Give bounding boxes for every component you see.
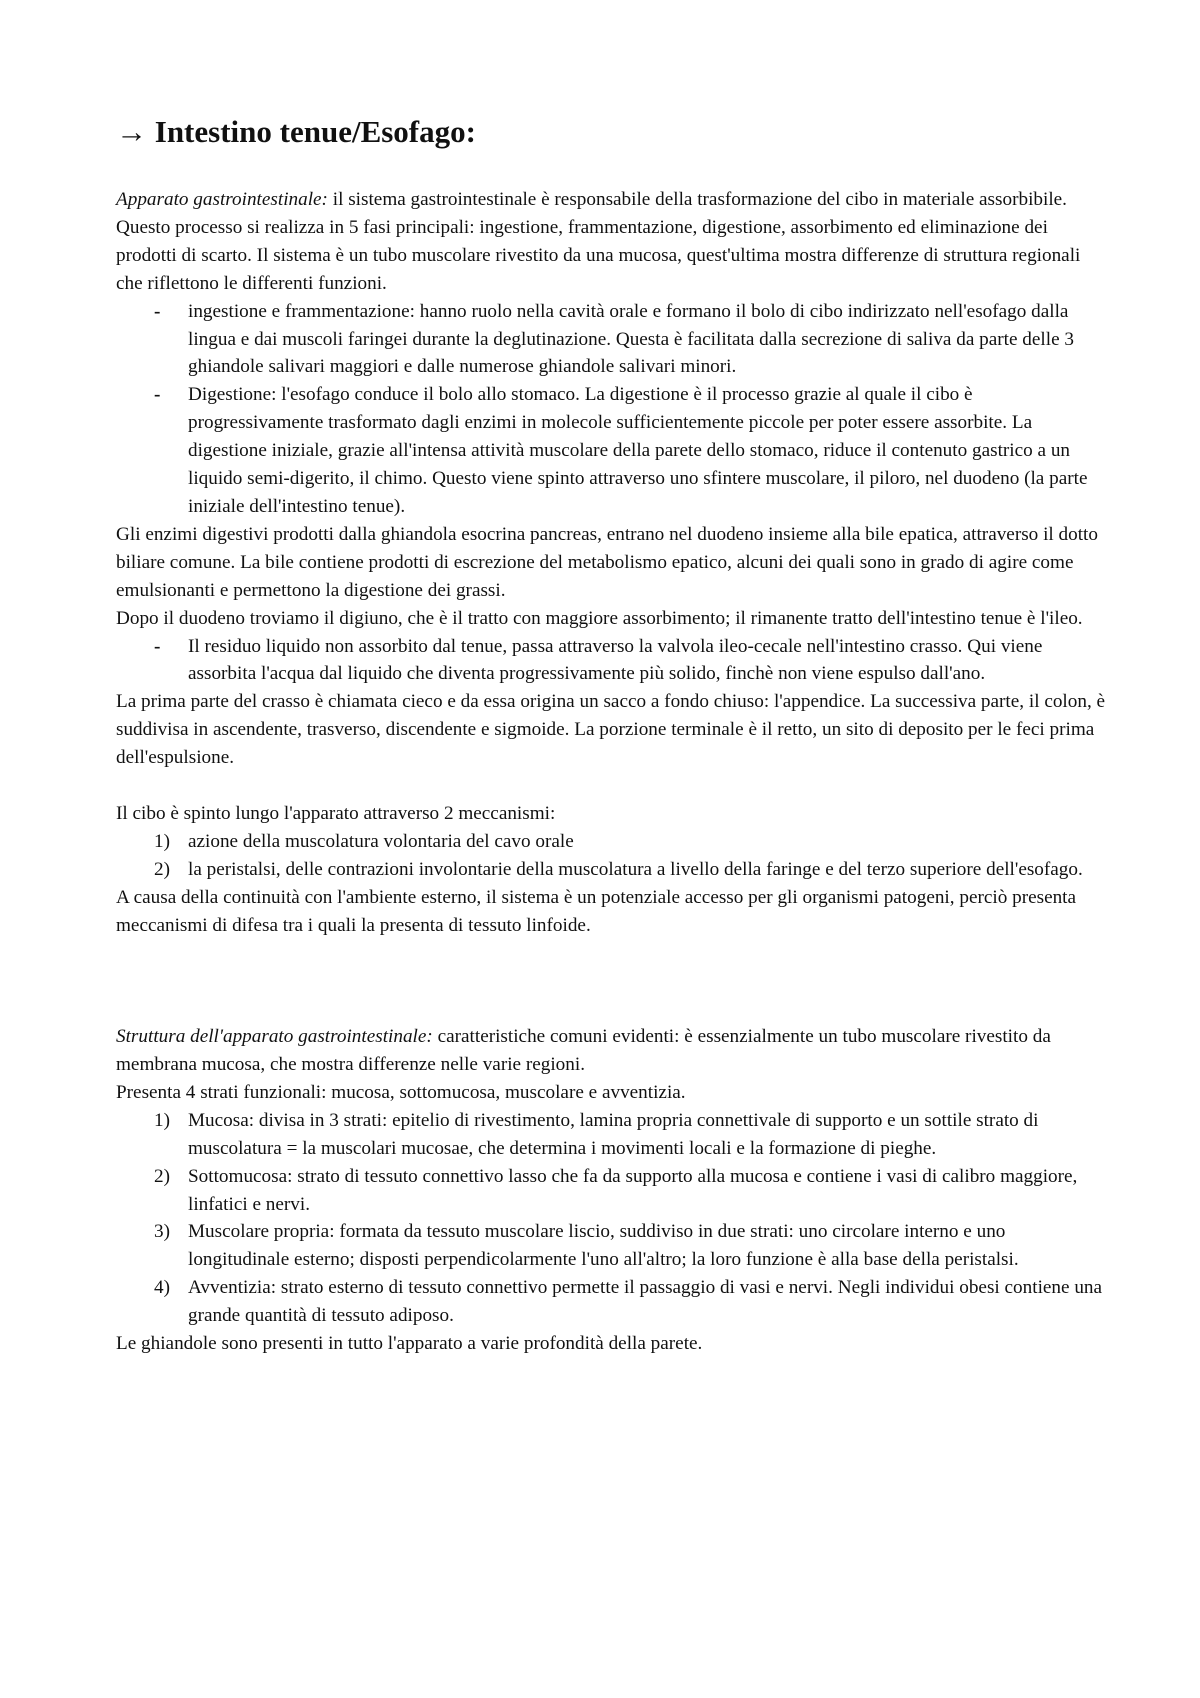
list-item bbox=[116, 381, 1106, 521]
list-item-text: Avventizia: strato esterno di tessuto connettivo permette il passaggio di vasi e nervi. Negli individui obesi contiene una grande quantità di tessuto adiposo. bbox=[188, 1277, 1103, 1327]
phases-list bbox=[116, 298, 1106, 521]
list-item-text: Muscolare propria: formata da tessuto muscolare liscio, suddiviso in due strati: uno circolare interno e uno longitudinale esterno; disposti perpendicolarmente l'uno all'altro; la loro funzione è alla base della peristalsi. bbox=[188, 1221, 1019, 1271]
paragraph-crasso: La prima parte del crasso è chiamata cieco e da essa origina un sacco a fondo chiuso: l'appendice. La successiva parte, il colon, è suddivisa in ascendente, trasverso, discendente e sigmoide. La porzione terminale è il retto, un sito di deposito per le feci prima dell'espulsione. bbox=[116, 691, 1106, 769]
paragraph-duodeno: Dopo il duodeno troviamo il digiuno, che è il tratto con maggiore assorbimento; il rimanente tratto dell'intestino tenue è l'ileo. bbox=[116, 607, 1083, 629]
intro-paragraph bbox=[116, 186, 1106, 298]
lead-term-apparato: Apparato gastrointestinale: bbox=[116, 189, 328, 210]
dash-marker: - bbox=[154, 384, 161, 406]
list-number: 1) bbox=[154, 830, 170, 852]
page-title: → Intestino tenue/Esofago: bbox=[116, 114, 476, 149]
list-item-text: Mucosa: divisa in 3 strati: epitelio di rivestimento, lamina propria connettivale di supporto e un sottile strato di muscolatura = la muscolari mucosae, che determina i movimenti locali e la formazione di pieghe. bbox=[188, 1109, 1039, 1159]
struttura-paragraph bbox=[116, 1023, 1106, 1079]
lead-term-struttura: Struttura dell'apparato gastrointestinale: bbox=[116, 1026, 433, 1048]
list-item-text: ingestione e frammentazione: hanno ruolo nella cavità orale e formano il bolo di cibo indirizzato nell'esofago dalla lingua e dai muscoli faringei durante la deglutinazione. Questa è facilitata dalla secrezione di saliva da parte delle 3 ghiandole salivari maggiori e dalle numerose ghiandole salivari minori. bbox=[188, 300, 1074, 378]
spacer bbox=[116, 772, 1106, 800]
list-number: 3) bbox=[154, 1221, 170, 1243]
paragraph-ghiandole: Le ghiandole sono presenti in tutto l'apparato a varie profondità della parete. bbox=[116, 1333, 703, 1355]
list-item-text: Il residuo liquido non assorbito dal tenue, passa attraverso la valvola ileo-cecale nell'intestino crasso. Qui viene assorbita l'acqua dal liquido che diventa progressivamente più solido, finchè non viene espulso dall'ano. bbox=[188, 635, 1043, 685]
list-item-text: azione della muscolatura volontaria del cavo orale bbox=[188, 830, 574, 852]
paragraph-meccanismi: Il cibo è spinto lungo l'apparato attraverso 2 meccanismi: bbox=[116, 802, 556, 824]
list-item-text: Digestione: l'esofago conduce il bolo allo stomaco. La digestione è il processo grazie al quale il cibo è progressivamente trasformato dagli enzimi in molecole sufficientemente piccole per poter essere assorbite. La digestione iniziale, grazie all'intensa attività muscolare della parete dello stomaco, riduce il contenuto gastrico a un liquido semi-digerito, il chimo. Questo viene spinto attraverso uno sfintere muscolare, il piloro, nel duodeno (la parte iniziale dell'intestino tenue). bbox=[188, 384, 1088, 517]
paragraph-strati: Presenta 4 strati funzionali: mucosa, sottomucosa, muscolare e avventizia. bbox=[116, 1081, 686, 1103]
spacer bbox=[116, 995, 1106, 1023]
list-number: 2) bbox=[154, 858, 170, 880]
list-number: 1) bbox=[154, 1109, 170, 1131]
list-number: 2) bbox=[154, 1165, 170, 1187]
paragraph-difesa: A causa della continuità con l'ambiente esterno, il sistema è un potenziale accesso per gli organismi patogeni, perciò presenta meccanismi di difesa tra i quali la presenta di tessuto linfoide. bbox=[116, 886, 1077, 936]
spacer bbox=[116, 939, 1106, 995]
list-item bbox=[116, 298, 1106, 382]
document-page bbox=[116, 112, 1106, 1358]
list-item-text: la peristalsi, delle contrazioni involontarie della muscolatura a livello della faringe e del terzo superiore dell'esofago. bbox=[188, 858, 1083, 880]
dash-marker: - bbox=[154, 300, 161, 322]
dash-marker: - bbox=[154, 635, 161, 657]
list-item-text: Sottomucosa: strato di tessuto connettivo lasso che fa da supporto alla mucosa e contiene i vasi di calibro maggiore, linfatici e nervi. bbox=[188, 1165, 1078, 1215]
struttura-text: caratteristiche comuni evidenti: è essenzialmente un tubo muscolare rivestito da membrana mucosa, che mostra differenze nelle varie regioni. bbox=[116, 1026, 1051, 1076]
list-item bbox=[116, 828, 1106, 856]
layers-list bbox=[116, 1107, 1106, 1330]
list-item bbox=[116, 856, 1106, 884]
list-number: 4) bbox=[154, 1277, 170, 1299]
paragraph-enzimi: Gli enzimi digestivi prodotti dalla ghiandola esocrina pancreas, entrano nel duodeno insieme alla bile epatica, attraverso il dotto biliare comune. La bile contiene prodotti di escrezione del metabolismo epatico, alcuni dei quali sono in grado di agire come emulsionanti e permettono la digestione dei grassi. bbox=[116, 523, 1098, 601]
list-item bbox=[116, 1274, 1106, 1330]
list-item bbox=[116, 1107, 1106, 1163]
intro-text: il sistema gastrointestinale è responsabile della trasformazione del cibo in materiale assorbibile. Questo processo si realizza in 5 fasi principali: ingestione, frammentazione, digestione, assorbimento ed eliminazione dei prodotti di scarto. Il sistema è un tubo muscolare rivestito da una mucosa, quest'ultima mostra differenze di struttura regionali che riflettono le differenti funzioni. bbox=[116, 189, 1081, 294]
list-item bbox=[116, 1163, 1106, 1219]
residuo-list bbox=[116, 633, 1106, 689]
list-item bbox=[116, 633, 1106, 689]
list-item bbox=[116, 1218, 1106, 1274]
mechanisms-list bbox=[116, 828, 1106, 884]
